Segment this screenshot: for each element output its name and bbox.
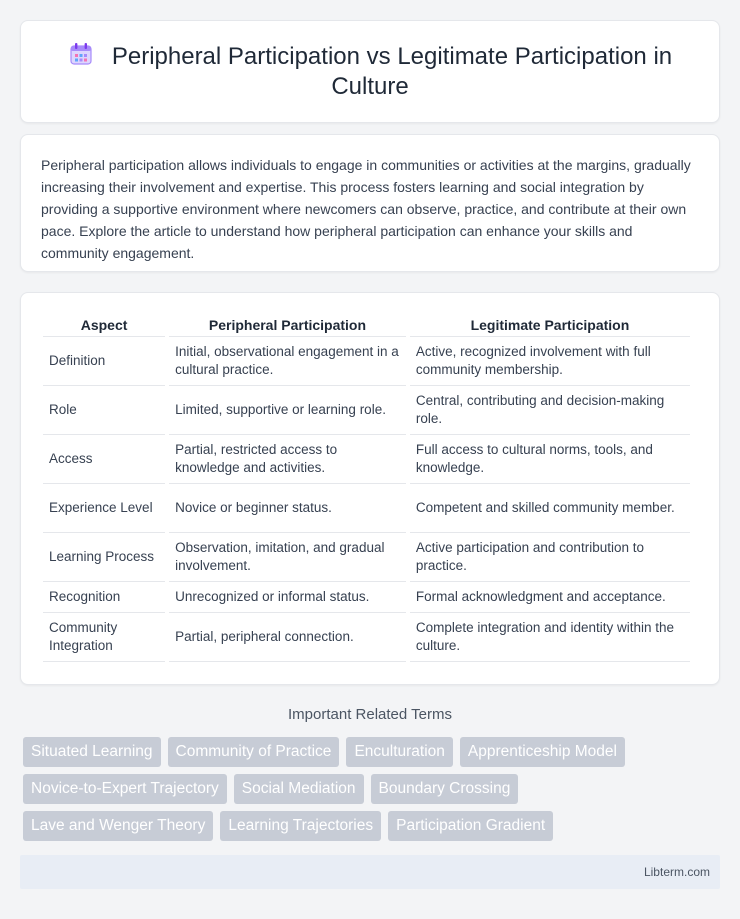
row-aspect: Definition <box>43 337 165 386</box>
row-legitimate: Active participation and contribution to practice. <box>410 533 690 582</box>
table-row <box>43 484 690 533</box>
row-peripheral: Unrecognized or informal status. <box>169 582 406 613</box>
footer <box>20 855 720 889</box>
table-row <box>43 613 690 662</box>
row-legitimate: Complete integration and identity within the culture. <box>410 613 690 662</box>
tag-row <box>23 811 723 841</box>
row-legitimate: Central, contributing and decision-making role. <box>410 386 690 435</box>
row-legitimate: Active, recognized involvement with full community membership. <box>410 337 690 386</box>
page-title-wrap <box>51 41 689 102</box>
tag-participation-gradient[interactable]: Participation Gradient <box>388 811 553 841</box>
row-aspect: Learning Process <box>43 533 165 582</box>
row-aspect: Community Integration <box>43 613 165 662</box>
row-peripheral: Limited, supportive or learning role. <box>169 386 406 435</box>
tag-lave-and-wenger-theory[interactable]: Lave and Wenger Theory <box>23 811 213 841</box>
tag-situated-learning[interactable]: Situated Learning <box>23 737 161 767</box>
table-row <box>43 435 690 484</box>
tag-apprenticeship-model[interactable]: Apprenticeship Model <box>460 737 625 767</box>
header-aspect: Aspect <box>43 311 165 337</box>
tag-social-mediation[interactable]: Social Mediation <box>234 774 364 804</box>
row-aspect: Recognition <box>43 582 165 613</box>
row-legitimate: Formal acknowledgment and acceptance. <box>410 582 690 613</box>
row-peripheral: Observation, imitation, and gradual involvement. <box>169 533 406 582</box>
title-card <box>20 20 720 123</box>
row-aspect: Access <box>43 435 165 484</box>
tag-row <box>23 737 723 767</box>
table-row <box>43 533 690 582</box>
table-row <box>43 386 690 435</box>
footer-site-link[interactable]: Libterm.com <box>643 865 710 879</box>
tag-novice-to-expert-trajectory[interactable]: Novice-to-Expert Trajectory <box>23 774 227 804</box>
calendar-icon <box>68 41 94 67</box>
header-peripheral: Peripheral Participation <box>169 311 406 337</box>
table-row <box>43 337 690 386</box>
table-row <box>43 582 690 613</box>
table-header-row <box>43 311 690 337</box>
tag-enculturation[interactable]: Enculturation <box>346 737 452 767</box>
tag-community-of-practice[interactable]: Community of Practice <box>168 737 340 767</box>
related-terms-heading: Important Related Terms <box>288 706 452 723</box>
header-legitimate: Legitimate Participation <box>410 311 690 337</box>
tag-learning-trajectories[interactable]: Learning Trajectories <box>220 811 381 841</box>
page-title: Peripheral Participation vs Legitimate Participation in Culture <box>111 43 673 100</box>
row-aspect: Role <box>43 386 165 435</box>
row-legitimate: Competent and skilled community member. <box>410 484 690 533</box>
tag-boundary-crossing[interactable]: Boundary Crossing <box>371 774 519 804</box>
row-peripheral: Partial, restricted access to knowledge and activities. <box>169 435 406 484</box>
tag-row <box>23 774 723 804</box>
related-terms-list <box>23 737 723 848</box>
row-aspect: Experience Level <box>43 484 165 533</box>
row-peripheral: Initial, observational engagement in a cultural practice. <box>169 337 406 386</box>
row-peripheral: Partial, peripheral connection. <box>169 613 406 662</box>
comparison-card <box>20 292 720 685</box>
intro-card <box>20 134 720 272</box>
row-peripheral: Novice or beginner status. <box>169 484 406 533</box>
comparison-table <box>39 311 694 662</box>
intro-paragraph: Peripheral participation allows individuals to engage in communities or activities at the margins, gradually increasing their involvement and expertise. This process fosters learning and social integration by providing a supportive environment where newcomers can observe, practice, and contribute at their own pace. Explore the article to understand how peripheral participation can enhance your skills and community engagement. <box>41 157 691 261</box>
row-legitimate: Full access to cultural norms, tools, and knowledge. <box>410 435 690 484</box>
